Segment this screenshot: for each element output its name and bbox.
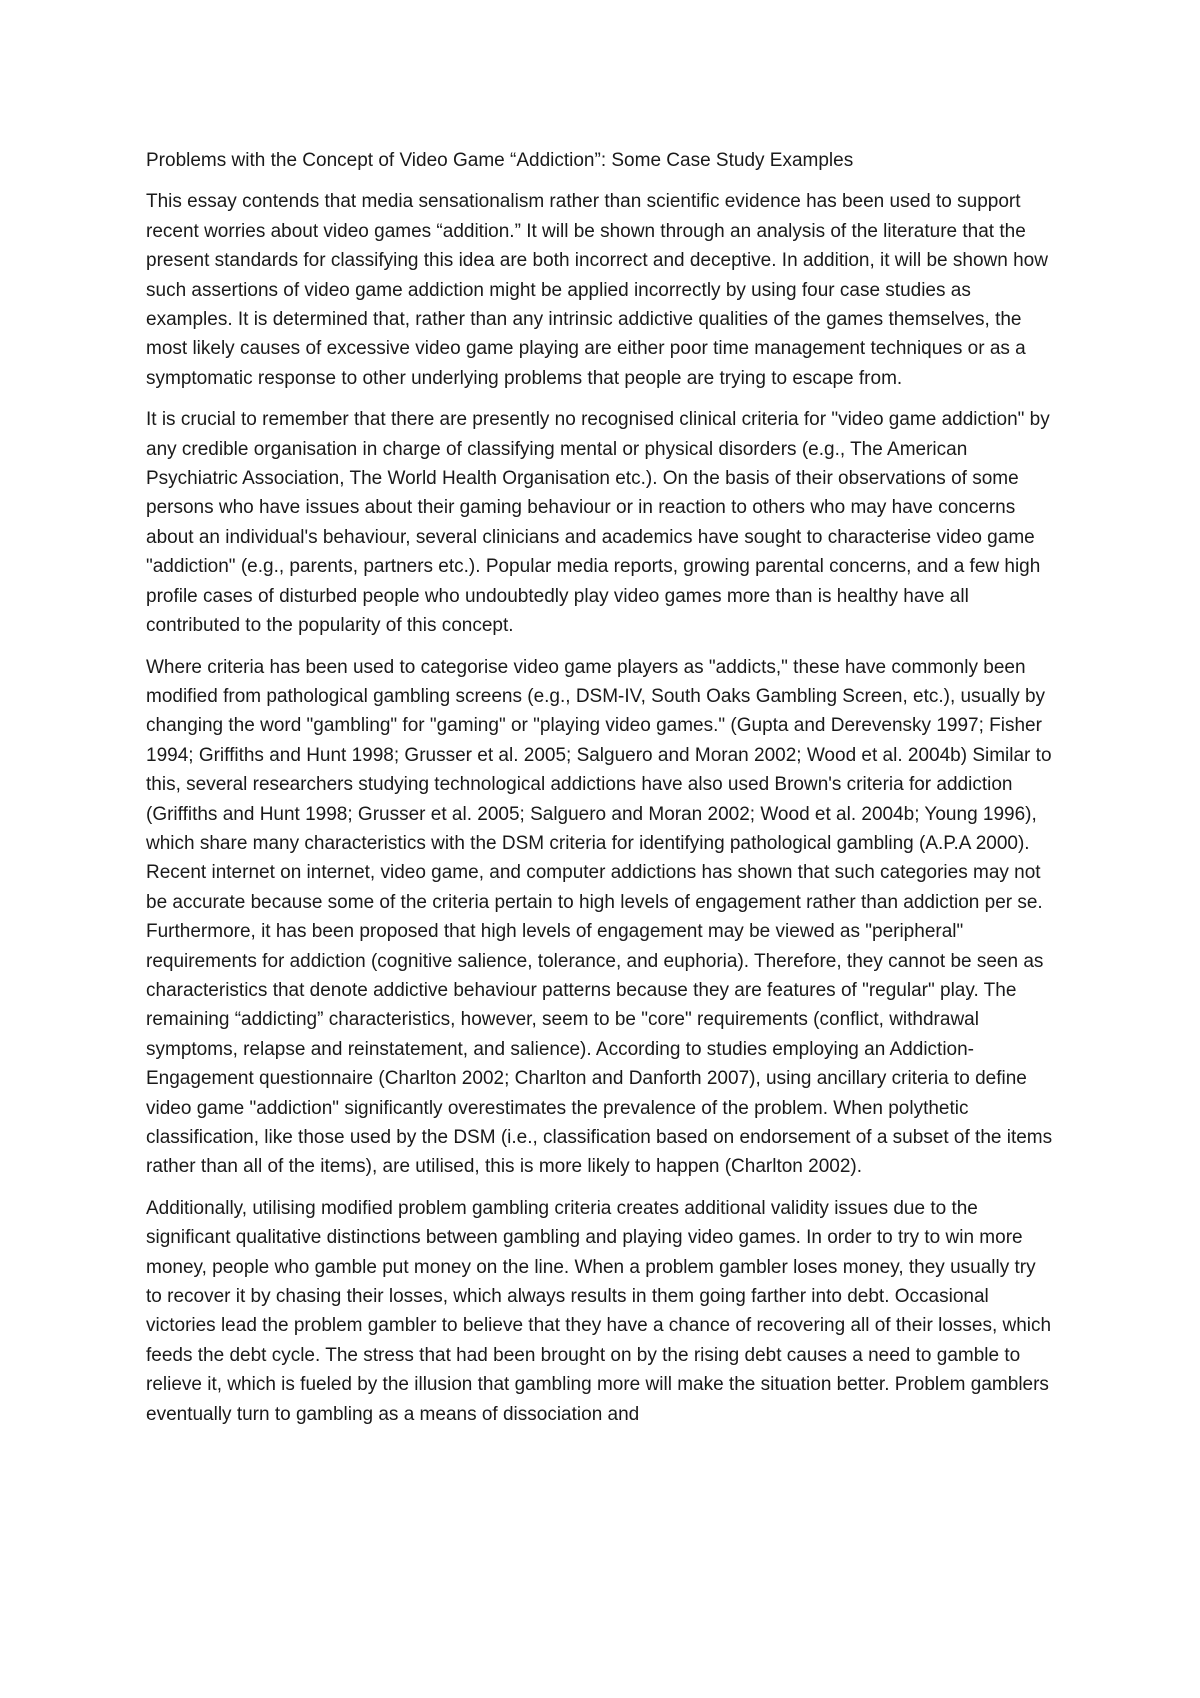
- paragraph: Where criteria has been used to categorise video game players as "addicts," these have commonly been modified from pathological gambling screens (e.g., DSM-IV, South Oaks Gambling Screen, etc.), usually by changing the word "gambling" for "gaming" or "playing video games." (Gupta and Derevensky 1997; Fisher 1994; Griffiths and Hunt 1998; Grusser et al. 2005; Salguero and Moran 2002; Wood et al. 2004b) Similar to this, several researchers studying technological addictions have also used Brown's criteria for addiction (Griffiths and Hunt 1998; Grusser et al. 2005; Salguero and Moran 2002; Wood et al. 2004b; Young 1996), which share many characteristics with the DSM criteria for identifying pathological gambling (A.P.A 2000). Recent internet on internet, video game, and computer addictions has shown that such categories may not be accurate because some of the criteria pertain to high levels of engagement rather than addiction per se. Furthermore, it has been proposed that high levels of engagement may be viewed as "peripheral" requirements for addiction (cognitive salience, tolerance, and euphoria). Therefore, they cannot be seen as characteristics that denote addictive behaviour patterns because they are features of "regular" play. The remaining “addicting” characteristics, however, seem to be "core" requirements (conflict, withdrawal symptoms, relapse and reinstatement, and salience). According to studies employing an Addiction-Engagement questionnaire (Charlton 2002; Charlton and Danforth 2007), using ancillary criteria to define video game "addiction" significantly overestimates the prevalence of the problem. When polythetic classification, like those used by the DSM (i.e., classification based on endorsement of a subset of the items rather than all of the items), are utilised, this is more likely to happen (Charlton 2002).: [146, 656, 1053, 1178]
- document-title: Problems with the Concept of Video Game “Addiction”: Some Case Study Examples: [146, 150, 854, 171]
- paragraph: It is crucial to remember that there are presently no recognised clinical criteria for "video game addiction" by any credible organisation in charge of classifying mental or physical disorders (e.g., The American Psychiatric Association, The World Health Organisation etc.). On the basis of their observations of some persons who have issues about their gaming behaviour or in reaction to others who may have concerns about an individual's behaviour, several clinicians and academics have sought to characterise video game "addiction" (e.g., parents, partners etc.). Popular media reports, growing parental concerns, and a few high profile cases of disturbed people who undoubtedly play video games more than is healthy have all contributed to the popularity of this concept.: [146, 409, 1050, 637]
- document-body: [146, 146, 1056, 1441]
- paragraph: This essay contends that media sensationalism rather than scientific evidence has been used to support recent worries about video games “addition.” It will be shown through an analysis of the literature that the present standards for classifying this idea are both incorrect and deceptive. In addition, it will be shown how such assertions of video game addiction might be applied incorrectly by using four case studies as examples. It is determined that, rather than any intrinsic addictive qualities of the games themselves, the most likely causes of excessive video game playing are either poor time management techniques or as a symptomatic response to other underlying problems that people are trying to escape from.: [146, 191, 1048, 389]
- paragraph: Additionally, utilising modified problem gambling criteria creates additional validity issues due to the significant qualitative distinctions between gambling and playing video games. In order to try to win more money, people who gamble put money on the line. When a problem gambler loses money, they usually try to recover it by chasing their losses, which always results in them going farther into debt. Occasional victories lead the problem gambler to believe that they have a chance of recovering all of their losses, which feeds the debt cycle. The stress that had been brought on by the rising debt causes a need to gamble to relieve it, which is fueled by the illusion that gambling more will make the situation better. Problem gamblers eventually turn to gambling as a means of dissociation and: [146, 1197, 1052, 1425]
